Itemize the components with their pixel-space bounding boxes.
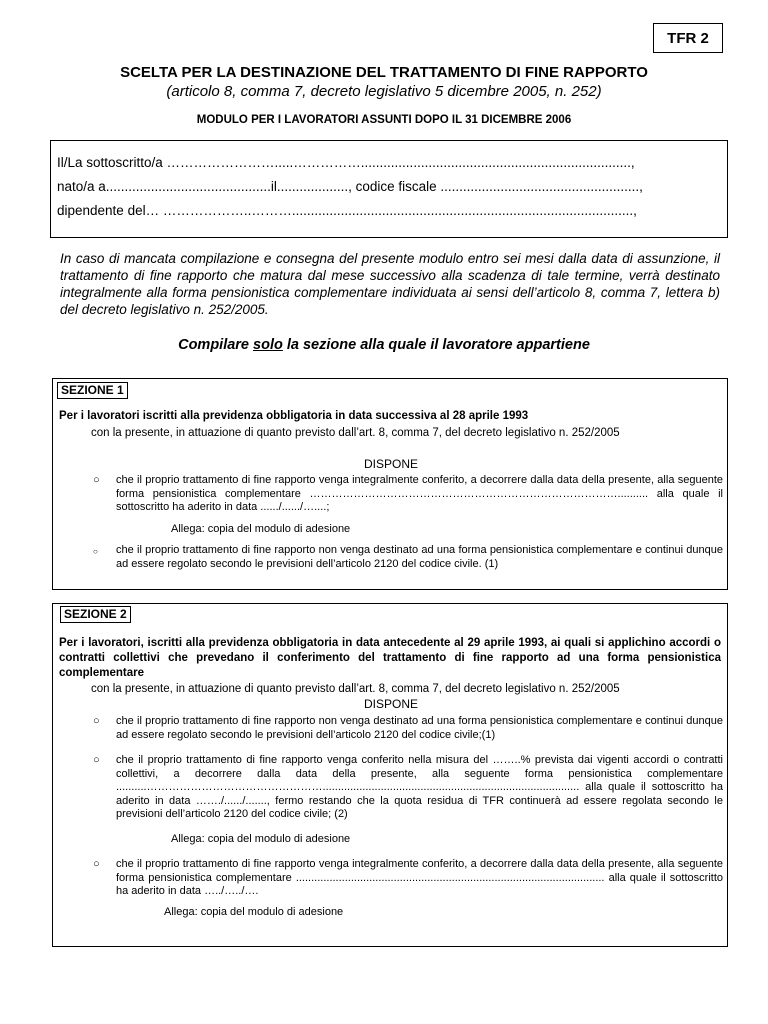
option-text: che il proprio trattamento di fine rapporto venga integralmente conferito, a decorrere dalla data della presente, alla seguente forma pensionistica complementare ..................................................................................................... alla quale il sottoscritto ha aderito in data …../…../…. bbox=[116, 858, 723, 897]
section-2-option-3[interactable] bbox=[93, 858, 723, 899]
option-text: che il proprio trattamento di fine rapporto non venga destinato ad una forma pensionistica complementare e continui dunque ad essere regolato secondo le previsioni dell’articolo 2120 del codice civile;(1) bbox=[116, 715, 723, 741]
instruction-emphasis: solo bbox=[253, 337, 283, 353]
module-subtitle: MODULO PER I LAVORATORI ASSUNTI DOPO IL 31 DICEMBRE 2006 bbox=[196, 114, 572, 126]
section-2-option-1[interactable] bbox=[93, 715, 723, 742]
section-1-attachment-note: Allega: copia del modulo di adesione bbox=[171, 523, 351, 535]
section-2-intro: con la presente, in attuazione di quanto previsto dall’art. 8, comma 7, del decreto legislativo n. 252/2005 bbox=[91, 683, 620, 695]
section-2-attachment-note-2: Allega: copia del modulo di adesione bbox=[164, 906, 344, 918]
section-1-dispone: DISPONE bbox=[363, 457, 418, 471]
section-2-option-2[interactable] bbox=[93, 754, 723, 822]
radio-circle-icon[interactable]: ○ bbox=[93, 547, 98, 556]
section-1-heading: Per i lavoratori iscritti alla previdenza obbligatoria in data successiva al 28 aprile 1993 bbox=[59, 410, 529, 422]
identity-box bbox=[50, 140, 728, 238]
section-1-intro: con la presente, in attuazione di quanto previsto dall’art. 8, comma 7, del decreto legislativo n. 252/2005 bbox=[91, 427, 620, 439]
section-2-heading: Per i lavoratori, iscritti alla previdenza obbligatoria in data antecedente al 29 aprile 1993, ai quali si applichino accordi o contratti collettivi che prevedano il conferimento del trattamento di fine rapporto ad una forma pensionistica complementare bbox=[59, 637, 721, 679]
section-1-option-2[interactable] bbox=[93, 544, 723, 571]
option-text: che il proprio trattamento di fine rapporto venga integralmente conferito, a decorrere dalla data della presente, alla seguente forma pensionistica complementare ………………………………………………………………………….......... alla quale il sottoscritto ha aderito in data ....../....../…....; bbox=[116, 474, 723, 513]
section-instruction bbox=[0, 337, 768, 353]
section-1-label: SEZIONE 1 bbox=[57, 382, 128, 399]
birth-taxcode-field[interactable]: nato/a a............................................il..................., codice fiscale ....................................................., bbox=[57, 179, 643, 194]
section-1-option-1[interactable] bbox=[93, 474, 723, 515]
option-text: che il proprio trattamento di fine rapporto non venga destinato ad una forma pensionistica complementare e continui dunque ad essere regolato secondo le previsioni dell’articolo 2120 del codice civile. (1) bbox=[116, 544, 723, 570]
section-2-label: SEZIONE 2 bbox=[60, 606, 131, 623]
radio-circle-icon[interactable]: ○ bbox=[93, 754, 100, 766]
employer-field[interactable]: dipendente del… ………………..………..........................................................................................., bbox=[57, 203, 637, 218]
section-1 bbox=[52, 378, 728, 590]
name-field[interactable]: Il/La sottoscritto/a …………………….....……………........................................................................, bbox=[57, 155, 635, 170]
radio-circle-icon[interactable]: ○ bbox=[93, 474, 100, 486]
form-code-badge: TFR 2 bbox=[653, 23, 723, 53]
section-2-dispone: DISPONE bbox=[363, 697, 418, 711]
legal-reference: (articolo 8, comma 7, decreto legislativo 5 dicembre 2005, n. 252) bbox=[166, 83, 602, 100]
page-title: SCELTA PER LA DESTINAZIONE DEL TRATTAMENTO DI FINE RAPPORTO bbox=[120, 64, 648, 81]
option-text: che il proprio trattamento di fine rapporto venga conferito nella misura del ……..% prevista dai vigenti accordi o contratti collettivi, a decorrere dalla data della presente, alla seguente forma pensionistica complementare ..........………………………………………….................................................................................... alla quale il sottoscritto ha aderito in data ……./....../......., fermo restando che la quota residua di TFR continuerà ad essere regolata secondo le previsioni dell’articolo 2120 del codice civile; (2) bbox=[116, 754, 723, 820]
radio-circle-icon[interactable]: ○ bbox=[93, 715, 100, 727]
radio-circle-icon[interactable]: ○ bbox=[93, 858, 100, 870]
instruction-after: la sezione alla quale il lavoratore appartiene bbox=[282, 337, 590, 353]
instruction-before: Compilare bbox=[178, 337, 254, 353]
section-2-attachment-note-1: Allega: copia del modulo di adesione bbox=[171, 833, 351, 845]
default-destination-note: In caso di mancata compilazione e consegna del presente modulo entro sei mesi dalla data di assunzione, il trattamento di fine rapporto che matura dal mese successivo alla scadenza di tale termine, verrà destinato integralmente alla forma pensionistica complementare individuata ai sensi dell’articolo 8, comma 7, lettera b) del decreto legislativo n. 252/2005. bbox=[60, 251, 720, 317]
section-2 bbox=[52, 603, 728, 947]
